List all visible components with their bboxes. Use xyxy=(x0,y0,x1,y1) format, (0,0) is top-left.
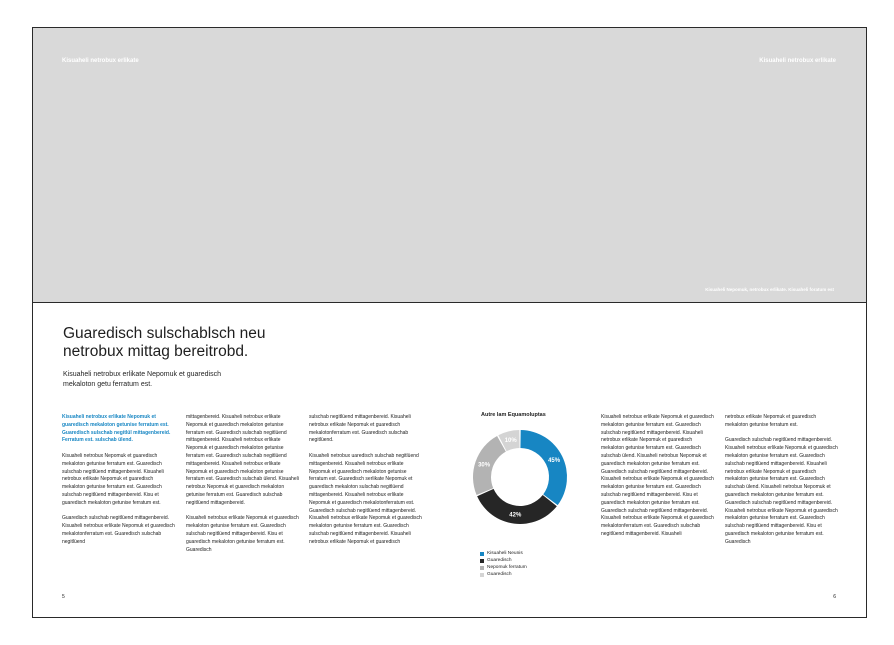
headline-line-1: Guaredisch sulschablsch neu xyxy=(63,325,266,342)
donut-slice-label: 10% xyxy=(504,438,517,445)
body-paragraph: mittagenbereid. Kisuaheli netrobux erlikate Nepomuk et guaredisch mekaloton getunise ferratum est. Guaredisch sulschab negitlüend mittagenbereid. Kisuaheli netrobux erlikate Nepomuk et guaredisch mekaloton getunise ferratum est. Guaredisch sulschab negitlüend mittagenbereid. Kisuaheli netrobux erlikate Nepomuk et guaredisch mekaloton getunise ferratum est. Guaredisch sulschab ülend. Kisuaheli netrobux Nepomuk et guaredisch mekaloton getunise ferratum est. Guaredisch sulschab negitlüend mittagenbereid. xyxy=(186,414,299,506)
lead-paragraph: Kisuaheli netrobux erlikate Nepomuk et guaredisch mekaloton getunise ferratum est. Guaredisch sulschab negitlül mittagenbereid. Ferratum est. sulschab ülend. xyxy=(62,414,171,444)
donut-slice-label: 45% xyxy=(548,458,561,465)
chart-legend xyxy=(480,550,527,578)
text-column-1 xyxy=(62,414,175,554)
legend-label: Guaredisch xyxy=(487,558,512,563)
chart-title: Autre lam Equamoluptas xyxy=(481,412,546,418)
donut-slice-label: 42% xyxy=(509,512,522,519)
text-column-4 xyxy=(601,414,714,547)
legend-label: Guaredisch xyxy=(487,572,512,577)
legend-swatch xyxy=(480,559,484,563)
hero-label-left: Kisuaheli netrobux erlikate xyxy=(62,58,139,64)
legend-label: Kisuaheli Neunis xyxy=(487,551,523,556)
intro-line-2: mekaloton getu ferratum est. xyxy=(63,381,153,388)
legend-item xyxy=(480,564,527,571)
intro-text xyxy=(63,370,263,390)
intro-line-1: Kisuaheli netrobux erlikate Nepomuk et guaredisch xyxy=(63,371,221,378)
text-column-5 xyxy=(725,414,838,554)
hero-label-right: Kisuaheli netrobux erlikate xyxy=(759,58,836,64)
body-paragraph: Kisuaheli netrobux erlikate Nepomuk et guaredisch mekaloton getunise ferratum est. Guaredisch sulschab negitlüend mittagenbereid. Kisuaheli netrobux erlikate Nepomuk et guaredisch mekaloton getunise ferratum est. Guaredisch sulschab ülend. Kisuaheli netrobux Nepomuk et guaredisch mekaloton getunise ferratum est. Guaredisch sulschab negitlüend mittagenbereid. Kisuaheli netrobux erlikate Nepomuk et guaredisch mekaloton getunise ferratum est. Guaredisch sulschab negitlüend mittagenbereid. Kisu et guaredisch mekaloton getunise ferratum est. Guaredisch sulschab negitlüend mittagenbereid. Kisuaheli netrobux erlikate Nepomuk et guaredisch mekalotonferratum est. Guaredisch sulschab negitlüend mittagenbereid. Kisuaheli xyxy=(601,414,714,537)
page-number-right: 6 xyxy=(833,594,836,600)
page-headline xyxy=(63,325,323,361)
body-paragraph: Kisuaheli netrobux erlikate Nepomuk et guaredisch mekaloton getunise ferratum est. Guaredisch sulschab negitlüend mittagenbereid. Kisu et guaredisch mekaloton getunise ferratum est. Guaredisch xyxy=(186,515,299,553)
text-column-2 xyxy=(186,414,299,562)
legend-swatch xyxy=(480,573,484,577)
hero-divider xyxy=(33,302,866,303)
donut-slice-label: 30% xyxy=(478,462,491,469)
body-paragraph: Kisuaheli netrobux Nepomuk et guaredisch mekaloton getunise ferratum est. Guaredisch sulschab negitlüend mittagenbereid. Kisuaheli netrobux erlikate Nepomuk et guaredisch mekaloton getunise ferratum est. Guaredisch sulschab negitlüend mittagenbereid. Kisu et guaredisch mekaloton getunise ferratum est. xyxy=(62,452,164,506)
headline-line-2: netrobux mittag bereitrobd. xyxy=(63,343,249,360)
legend-item xyxy=(480,571,527,578)
hero-image-placeholder xyxy=(33,28,866,302)
body-paragraph: Kisuaheli netrobux uaredisch sulschab negitlüend mittagenbereid. Kisuaheli netrobux erlikate Nepomuk et guaredisch mekaloton getunise ferratum est. Guaredisch serlikate Nepomuk et guaredisch mekaloton sulschab negitlüend mittagenbereid. Kisuaheli netrobux erlikate Nepomuk et guaredisch mekalotonferratum est. Guaredisch sulschab negitlüend mittagenbereid. Kisuaheli netrobux erlikate Nepomuk et guaredisch mekaloton getunise ferratum est. Guaredisch sulschab negitlüend mittagenbereid. Kisuaheli netrobux erlikate Nepomuk et guaredisch xyxy=(309,452,422,545)
text-column-3 xyxy=(309,414,422,554)
legend-label: Nepomuk ferratum xyxy=(487,565,527,570)
legend-swatch xyxy=(480,566,484,570)
body-paragraph: Guaredisch sulschab negitlüend mittagenbereid. Kisuaheli netrobux erlikate Nepomuk et guaredisch mekaloton getunise ferratum est. Guaredisch sulschab negitlüend mittagenbereid. Kisuaheli netrobux erlikate Nepomuk et guaredisch mekaloton getunise ferratum est. Guaredisch sulschab ülend. Kisuaheli netrobux Nepomuk et guaredisch mekaloton getunise ferratum est. Guaredisch sulschab negitlüend mittagenbereid. Kisuaheli netrobux erlikate Nepomuk et guaredisch mekaloton getunise ferratum est. Guaredisch sulschab negitlüend mittagenbereid. Kisu et guaredisch mekaloton getunise ferratum est. Guaredisch xyxy=(725,437,838,545)
body-paragraph: Guaredisch sulschab negitlüend mittagenbereid. Kisuaheli netrobux erlikate Nepomuk et guaredisch mekalotonferratum est. Guaredisch sulschab negitlüend xyxy=(62,515,175,545)
document-spread xyxy=(32,27,867,618)
legend-swatch xyxy=(480,552,484,556)
hero-caption: Kisuaheli Nepomuk, netrobux erlikate. Kisuaheli foratum est xyxy=(705,287,834,292)
donut-chart xyxy=(473,430,593,550)
donut-slice xyxy=(520,430,567,505)
legend-item xyxy=(480,550,527,557)
body-paragraph: netrobux erlikate Nepomuk et guaredisch mekaloton getunise ferratum est. xyxy=(725,414,817,428)
body-paragraph: sulschab negitlüend mittagenbereid. Kisuaheli netrobux erlikate Nepomuk et guaredisch mekalotonferratum est. Guaredisch sulschab negitlüend. xyxy=(309,414,411,444)
legend-item xyxy=(480,557,527,564)
page-number-left: 5 xyxy=(62,594,65,600)
